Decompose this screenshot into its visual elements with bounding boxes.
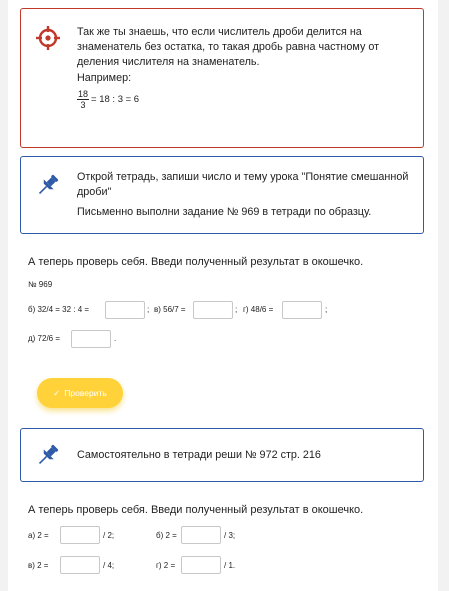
item-b-separator: ; xyxy=(147,305,150,314)
item-g-separator: ; xyxy=(325,305,328,314)
answer-a-input[interactable] xyxy=(60,526,100,544)
item-g-label: г) 48/6 = xyxy=(243,305,274,314)
check-button[interactable] xyxy=(37,378,123,408)
check-button-label: Проверить xyxy=(64,388,107,398)
item-a-label: а) 2 = xyxy=(28,531,49,540)
item-b2-label: б) 2 = xyxy=(156,531,177,540)
fraction-denominator: 3 xyxy=(80,100,86,110)
example-label: Например: xyxy=(77,72,132,84)
example-formula xyxy=(77,89,411,110)
pin-icon xyxy=(35,172,61,198)
answer-g-input[interactable] xyxy=(282,301,322,319)
answer-b2-input[interactable] xyxy=(181,526,221,544)
item-a-suffix: / 2; xyxy=(103,531,115,540)
item-d-label: д) 72/6 = xyxy=(28,334,61,343)
section2-heading: А теперь проверь себя. Введи полученный результат в окошечко. xyxy=(28,504,364,516)
check-icon: ✓ xyxy=(53,387,61,398)
item-b-label: б) 32/4 = 32 : 4 = xyxy=(28,305,90,314)
target-icon xyxy=(35,25,61,51)
task-exercise: Письменно выполни задание № 969 в тетради по образцу. xyxy=(77,206,372,218)
answer-g2-input[interactable] xyxy=(181,556,221,574)
answer-b-input[interactable] xyxy=(105,301,145,319)
task-instruction: Открой тетрадь, запиши число и тему урока "Понятие смешанной дроби" xyxy=(77,171,409,198)
item-b2-suffix: / 3; xyxy=(224,531,236,540)
item-d-separator: . xyxy=(114,334,117,343)
example-result: = 18 : 3 = 6 xyxy=(91,94,140,105)
info-card-rule xyxy=(20,8,424,148)
answer-d-input[interactable] xyxy=(71,330,111,348)
item-v2-label: в) 2 = xyxy=(28,561,49,570)
example-fraction xyxy=(77,89,89,110)
item-v-label: в) 56/7 = xyxy=(154,305,186,314)
homework-text: Самостоятельно в тетради реши № 972 стр. 216 xyxy=(77,449,321,461)
item-g2-label: г) 2 = xyxy=(156,561,176,570)
answer-v2-input[interactable] xyxy=(60,556,100,574)
pin-icon xyxy=(35,442,61,468)
item-g2-suffix: / 1. xyxy=(224,561,236,570)
task-number: № 969 xyxy=(28,280,53,289)
section1-heading: А теперь проверь себя. Введи полученный результат в окошечко. xyxy=(28,256,364,268)
lesson-page xyxy=(8,0,438,591)
info-card-task xyxy=(20,156,424,234)
rule-text: Так же ты знаешь, что если числитель дроби делится на знаменатель без остатка, то такая дробь равна частному от деления числителя на знаменатель. xyxy=(77,26,380,68)
info-card-homework xyxy=(20,428,424,482)
item-v2-suffix: / 4; xyxy=(103,561,115,570)
fraction-numerator: 18 xyxy=(78,89,89,99)
item-v-separator: ; xyxy=(235,305,238,314)
answer-v-input[interactable] xyxy=(193,301,233,319)
